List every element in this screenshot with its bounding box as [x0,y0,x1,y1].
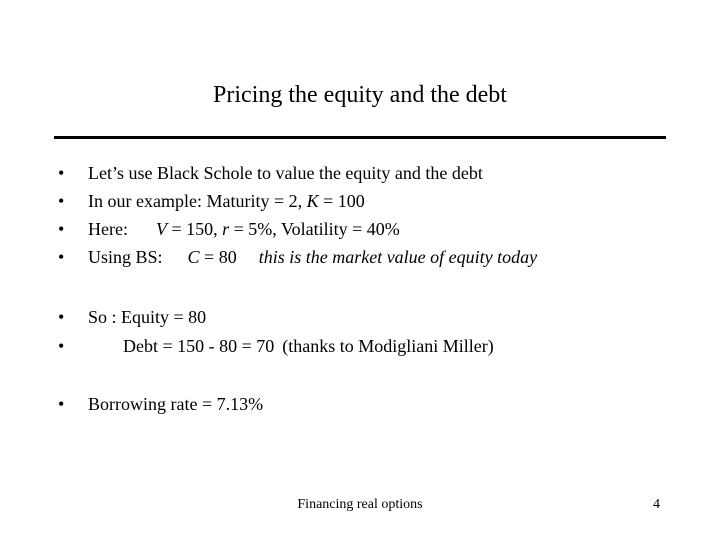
bullet-lead: Using BS: [88,247,163,267]
bullet-lead: In our example: Maturity = 2, [88,191,307,211]
v-value: = 150, [166,219,223,239]
bullet-text [88,333,494,359]
bullet-rest: = 100 [318,191,365,211]
bullet-icon: • [58,307,65,327]
bullet-lead: Here: [88,219,128,239]
variable-r: r [222,219,230,239]
debt-note: (thanks to Modigliani Miller) [282,336,494,356]
r-value: = 5%, Volatility = 40% [229,219,400,239]
bullet-icon: • [58,394,65,414]
variable-v: V [155,219,167,239]
bullet-text [88,216,400,242]
title-divider [54,136,666,139]
equity-note: this is the market value of equity today [258,247,538,267]
debt-equation: Debt = 150 - 80 = 70 [123,336,275,356]
bullet-icon: • [58,336,65,356]
bullet-icon: • [58,247,65,267]
bullet-icon: • [58,163,65,183]
bullet-icon: • [58,191,65,211]
bullet-icon: • [58,219,65,239]
bullet-text: Borrowing rate = 7.13% [88,394,264,414]
bullet-text: So : Equity = 80 [88,307,207,327]
variable-c: C [187,247,200,267]
footer-title: Financing real options [297,497,423,512]
bullet-text [88,244,537,270]
bullet-text [88,188,365,214]
c-value: = 80 [199,247,237,267]
bullet-text: Let’s use Black Schole to value the equity and the debt [88,163,483,183]
variable-k: K [306,191,319,211]
page-number: 4 [653,497,660,512]
slide-title: Pricing the equity and the debt [213,82,507,108]
